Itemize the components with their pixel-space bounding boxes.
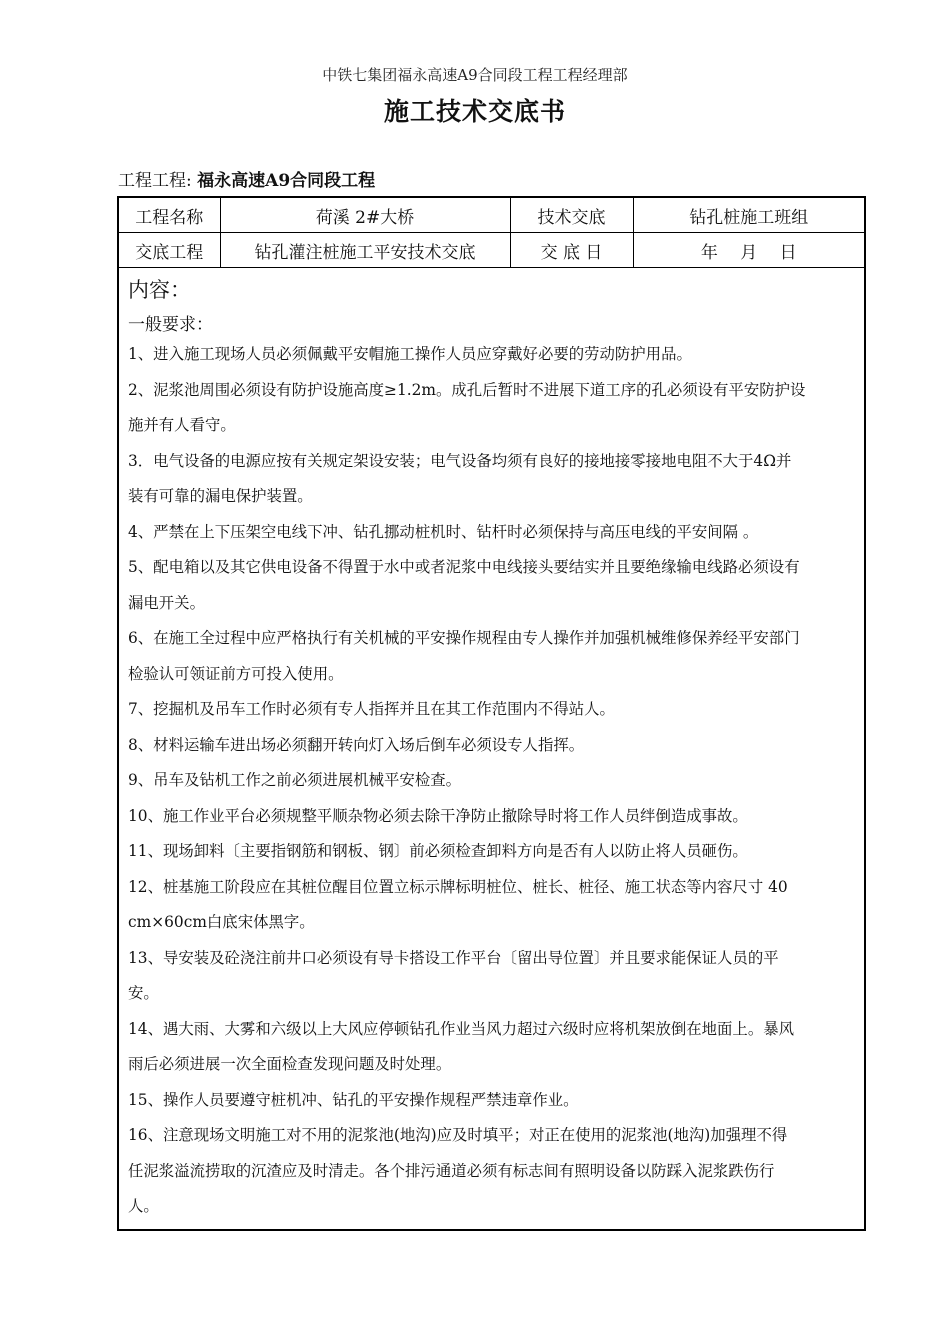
list-item: 安。	[128, 984, 159, 1002]
list-item: 6、在施工全过程中应严格执行有关机械的平安操作规程由专人操作并加强机械维修保养经平安部门	[128, 629, 800, 647]
content-label: 内容：	[128, 278, 191, 302]
project-label: 工程工程:	[118, 171, 192, 191]
cell-date-value: 年 月 日	[633, 233, 864, 268]
cell-project-name-value: 荷溪 2#大桥	[220, 198, 510, 233]
project-value: 福永高速A9合同段工程	[197, 171, 376, 191]
disclosure-form	[117, 196, 866, 1231]
cell-disclosure-label: 技术交底	[510, 198, 633, 233]
cell-date-label: 交 底 日	[510, 233, 633, 268]
table-row	[119, 233, 864, 268]
list-item: 雨后必须进展一次全面检查发现问题及时处理。	[128, 1055, 452, 1073]
list-item: 任泥浆溢流捞取的沉渣应及时清走。各个排污通道必须有标志间有照明设备以防踩入泥浆跌伤行	[128, 1161, 775, 1180]
list-item: 7、挖掘机及吊车工作时必须有专人指挥并且在其工作范围内不得站人。	[128, 700, 615, 718]
cell-disclosure-item-label: 交底工程	[119, 233, 220, 268]
content-body	[119, 268, 864, 1225]
cell-disclosure-item-value: 钻孔灌注桩施工平安技术交底	[220, 233, 510, 268]
list-item: 11、现场卸料〔主要指钢筋和钢板、钢〕前必须检查卸料方向是否有人以防止将人员砸伤。	[128, 842, 748, 860]
list-item: 1、进入施工现场人员必须佩戴平安帽施工操作人员应穿戴好必要的劳动防护用品。	[128, 345, 692, 363]
cell-disclosure-team: 钻孔桩施工班组	[633, 198, 864, 233]
list-item: cm×60cm白底宋体黑字。	[128, 913, 315, 931]
requirements-list	[128, 337, 854, 1225]
list-item: 13、导安装及砼浇注前井口必须设有导卡搭设工作平台〔留出导位置〕并且要求能保证人员的平	[128, 948, 779, 967]
list-item: 4、严禁在上下压架空电线下冲、钻孔挪动桩机时、钻杆时必须保持与高压电线的平安间隔 。	[128, 522, 759, 541]
list-item: 9、吊车及钻机工作之前必须进展机械平安检查。	[128, 771, 461, 789]
list-item: 16、注意现场文明施工对不用的泥浆池(地沟)应及时填平；对正在使用的泥浆池(地沟)加强理不得	[128, 1126, 788, 1144]
list-item: 装有可靠的漏电保护装置。	[128, 487, 313, 505]
table-row	[119, 198, 864, 233]
project-line	[118, 166, 375, 191]
list-item: 10、施工作业平台必须规整平顺杂物必须去除干净防止撤除导时将工作人员绊倒造成事故。	[128, 806, 748, 825]
page-header: 中铁七集团福永高速A9合同段工程工程经理部	[322, 66, 628, 84]
list-item: 12、桩基施工阶段应在其桩位醒目位置立标示牌标明桩位、桩长、桩径、施工状态等内容尺寸 40	[128, 877, 788, 896]
list-item: 施并有人看守。	[128, 416, 236, 434]
list-item: 2、泥浆池周围必须设有防护设施高度≥1.2m。成孔后暂时不进展下道工序的孔必须设有平安防护设	[128, 380, 806, 399]
cell-project-name-label: 工程名称	[119, 198, 220, 233]
list-item: 14、遇大雨、大雾和六级以上大风应停顿钻孔作业当风力超过六级时应将机架放倒在地面上。暴风	[128, 1019, 794, 1038]
list-item: 漏电开关。	[128, 593, 205, 612]
general-requirements-heading: 一般要求：	[128, 315, 213, 335]
list-item: 15、操作人员要遵守桩机冲、钻孔的平安操作规程严禁违章作业。	[128, 1090, 579, 1109]
list-item: 人。	[128, 1197, 159, 1215]
list-item: 3．电气设备的电源应按有关规定架设安装；电气设备均须有良好的接地接零接地电阻不大于4Ω并	[128, 451, 792, 470]
info-table	[119, 198, 864, 268]
document-title: 施工技术交底书	[383, 97, 566, 126]
list-item: 8、材料运输车进出场必须翻开转向灯入场后倒车必须设专人指挥。	[128, 735, 585, 754]
list-item: 5、配电箱以及其它供电设备不得置于水中或者泥浆中电线接头要结实并且要绝缘输电线路必须设有	[128, 558, 800, 576]
list-item: 检验认可领证前方可投入使用。	[128, 664, 344, 683]
